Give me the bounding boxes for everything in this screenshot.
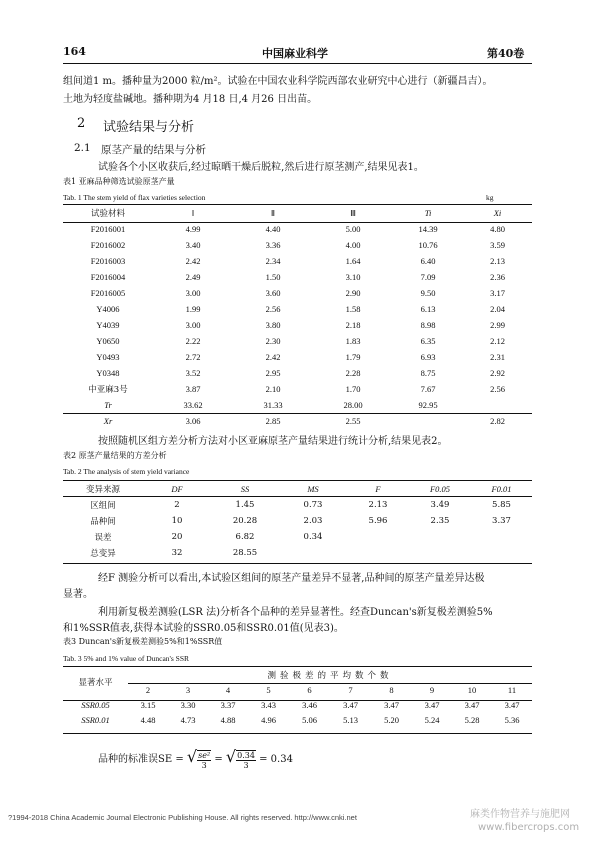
table-cell: 3.30 xyxy=(180,699,196,710)
table-row xyxy=(63,221,532,237)
table3-col: 6 xyxy=(307,684,312,695)
table-cell: 3.47 xyxy=(343,699,358,710)
table-cell: 5.20 xyxy=(384,714,399,725)
sqrt-icon: √ xyxy=(225,747,237,766)
formula-den-1: 3 xyxy=(201,760,207,770)
formula-den-2: 3 xyxy=(243,760,249,770)
table-cell: 5.00 xyxy=(345,224,361,234)
table1-header-rep3: Ⅲ xyxy=(350,207,356,218)
table-cell: 2.04 xyxy=(490,304,505,314)
table-cell: 10.76 xyxy=(418,240,438,250)
table-cell: 2.22 xyxy=(185,336,201,346)
table-row xyxy=(63,365,532,381)
table3-col: 5 xyxy=(266,684,271,695)
table-cell: 0.34 xyxy=(303,532,323,542)
table2-header-df: DF xyxy=(171,484,183,494)
table-cell: 中亚麻3号 xyxy=(88,385,128,395)
table-cell: 3.43 xyxy=(261,699,276,710)
section-number: 2 xyxy=(77,116,86,131)
table-cell: 3.10 xyxy=(345,272,361,282)
table-cell: 3.06 xyxy=(185,416,201,426)
table-cell: 3.80 xyxy=(265,320,281,330)
table-cell: 2.42 xyxy=(185,256,201,266)
table-cell: 3.17 xyxy=(490,288,505,298)
table-cell: 5.13 xyxy=(343,714,358,725)
table1-unit: kg xyxy=(486,193,494,202)
formula-num-2: 0.34 xyxy=(237,750,255,760)
table-cell: Tr xyxy=(104,400,112,410)
table-cell: 2.03 xyxy=(303,516,323,526)
table-cell: 1.45 xyxy=(235,500,255,510)
table-cell: F2016001 xyxy=(90,224,126,234)
table-cell: 2.10 xyxy=(265,384,281,394)
table1-header-rep2: Ⅱ xyxy=(270,207,276,218)
table-cell: 3.59 xyxy=(490,240,505,250)
table-cell: 2.34 xyxy=(265,256,281,266)
table-cell: 2.90 xyxy=(345,288,361,298)
table-cell: 8.98 xyxy=(420,320,436,330)
table-cell: 31.33 xyxy=(263,400,283,410)
para-lsr-line-1: 利用新复极差测验(LSR 法)分析各个品种的差异显著性。经查Duncan's新复极差测验5% xyxy=(98,607,493,618)
table1-header-row xyxy=(63,205,532,221)
table-cell xyxy=(347,529,409,545)
table3-col: 7 xyxy=(348,684,353,695)
formula-prefix: 品种的标准误SE = xyxy=(98,754,184,765)
table-cell: 5.96 xyxy=(368,516,388,526)
table1-header-rep1: Ⅰ xyxy=(191,207,195,218)
table-row xyxy=(63,317,532,333)
table-cell: 3.47 xyxy=(464,699,480,710)
table-cell: 区组间 xyxy=(90,501,116,511)
table3-bottom-rule xyxy=(63,733,532,734)
table-cell: 7.09 xyxy=(420,272,436,282)
table-row xyxy=(63,397,532,413)
table-cell: 3.49 xyxy=(430,500,450,510)
table-cell: 5.36 xyxy=(504,714,520,725)
table-cell: 3.37 xyxy=(220,699,236,710)
table-cell: 1.99 xyxy=(185,304,201,314)
table-row xyxy=(63,333,532,349)
table-cell: SSR0.01 xyxy=(81,714,110,725)
table2-caption-cn: 表2 原茎产量结果的方差分析 xyxy=(63,451,167,460)
table-cell: F2016002 xyxy=(90,240,126,250)
copyright-footer: ?1994-2018 China Academic Journal Electronic Publishing House. All rights reserved. http://www.cnki.net xyxy=(8,813,357,822)
table2-header-f005: F0.05 xyxy=(429,484,451,494)
table-cell: 3.40 xyxy=(185,240,201,250)
para-lsr-line-2: 和1%SSR值表,获得本试验的SSR0.05和SSR0.01值(见表3)。 xyxy=(63,623,344,634)
table-cell: Y4039 xyxy=(96,320,120,330)
table2-caption-en: Tab. 2 The analysis of stem yield variance xyxy=(63,467,190,476)
table-cell: 2.85 xyxy=(265,416,281,426)
table2-header-source: 变异来源 xyxy=(85,485,120,495)
table-cell: 2.30 xyxy=(265,336,281,346)
table-cell: Y0650 xyxy=(96,336,120,346)
table-cell: SSR0.05 xyxy=(81,699,110,710)
table3-col: 4 xyxy=(225,684,231,695)
table3-caption-en: Tab. 3 5% and 1% value of Duncan's SSR xyxy=(63,654,190,663)
table-cell: 3.47 xyxy=(384,699,399,710)
table-cell: 3.47 xyxy=(504,699,520,710)
table-row xyxy=(63,497,532,513)
table3-header-level: 显著水平 xyxy=(78,678,113,688)
table-cell: 1.58 xyxy=(345,304,361,314)
table-cell: 3.00 xyxy=(185,288,201,298)
table-cell: 品种间 xyxy=(90,517,116,527)
para-table2: 按照随机区组方差分析方法对小区亚麻原茎产量结果进行统计分析,结果见表2。 xyxy=(98,436,448,447)
table3-header-row-1 xyxy=(63,667,532,682)
table-cell: 2.36 xyxy=(490,272,505,282)
table-cell: 20 xyxy=(171,532,183,542)
table-cell: 7.67 xyxy=(420,384,436,394)
table-cell: Y4006 xyxy=(96,304,120,314)
table-cell: 6.13 xyxy=(420,304,436,314)
table-cell: 6.40 xyxy=(420,256,436,266)
table1 xyxy=(63,205,532,429)
para-f-test-line-2: 显著。 xyxy=(63,589,93,600)
table-cell: 1.64 xyxy=(345,256,361,266)
table-cell xyxy=(347,545,409,561)
table-cell: 2.13 xyxy=(490,256,505,266)
formula-fraction-1 xyxy=(197,750,211,770)
table-cell: 2.92 xyxy=(490,368,505,378)
intro-line-1: 组间道1 m。播种量为2000 粒/m²。试验在中国农业科学院西部农业研究中心进行（新疆昌吉）。 xyxy=(63,76,493,87)
table-row xyxy=(63,381,532,397)
table-cell xyxy=(409,545,471,561)
table1-header-material: 试验材料 xyxy=(90,209,125,219)
table-cell xyxy=(471,545,532,561)
table-cell: 2.55 xyxy=(345,416,361,426)
formula-result: = 0.34 xyxy=(259,754,293,765)
table-cell xyxy=(409,529,471,545)
standard-error-formula xyxy=(98,742,293,775)
table-cell: 2 xyxy=(174,500,180,510)
volume-label: 第40卷 xyxy=(487,47,525,60)
intro-line-2: 土地为轻度盐碱地。播种期为4 月18 日,4 月26 日出苗。 xyxy=(63,94,318,105)
table-cell: 3.00 xyxy=(185,320,201,330)
table-cell: 4.80 xyxy=(490,224,505,234)
table-cell: 28.00 xyxy=(343,400,363,410)
table2-header-f001: F0.01 xyxy=(491,484,512,494)
table-cell: F2016005 xyxy=(90,288,126,298)
table2 xyxy=(63,481,532,561)
formula-num-1: se² xyxy=(198,750,211,760)
page-number: 164 xyxy=(63,45,86,58)
table2-header-ss: SS xyxy=(240,484,250,494)
table-cell: Y0348 xyxy=(96,368,120,378)
table-cell: F2016003 xyxy=(90,256,126,266)
table-cell: 5.24 xyxy=(424,714,440,725)
table-cell: 5.28 xyxy=(464,714,480,725)
table-cell: 4.40 xyxy=(265,224,281,234)
table-cell: 6.82 xyxy=(235,532,255,542)
table-cell: 6.93 xyxy=(420,352,436,362)
table-cell: 3.15 xyxy=(140,699,156,710)
table-row xyxy=(63,237,532,253)
table-cell: 2.99 xyxy=(490,320,505,330)
table-cell: 3.46 xyxy=(302,699,317,710)
table-cell: 6.35 xyxy=(420,336,436,346)
table-cell: 1.83 xyxy=(345,336,361,346)
equals-sign: = xyxy=(214,754,223,765)
table3-col: 10 xyxy=(467,684,477,695)
table-cell: 32 xyxy=(171,548,183,558)
table-cell xyxy=(393,413,463,429)
table-cell: 3.36 xyxy=(265,240,281,250)
table-cell: 10 xyxy=(171,516,183,526)
header-rule xyxy=(63,63,532,64)
table3-caption-cn: 表3 Duncan's新复极差测验5%和1%SSR值 xyxy=(63,637,223,646)
table-row xyxy=(63,349,532,365)
table-cell: 4.48 xyxy=(140,714,156,725)
table-cell: 4.88 xyxy=(220,714,236,725)
table-cell: 总变异 xyxy=(90,549,116,559)
table-cell: 2.35 xyxy=(430,516,450,526)
table-row xyxy=(63,529,532,545)
table-cell: 0.73 xyxy=(303,500,323,510)
table-row xyxy=(63,712,532,727)
table-cell: 2.95 xyxy=(265,368,281,378)
watermark-cn: 麻类作物营养与施肥网 xyxy=(470,809,570,820)
table3-col: 3 xyxy=(185,684,191,695)
table-cell: 8.75 xyxy=(420,368,436,378)
table-cell: 2.42 xyxy=(265,352,281,362)
table-cell: 4.73 xyxy=(180,714,196,725)
table-cell: 4.99 xyxy=(185,224,201,234)
table3-header-span: 测验极差的平均数个数 xyxy=(267,670,393,681)
table-cell: 2.12 xyxy=(490,336,505,346)
table-row xyxy=(63,269,532,285)
table-row xyxy=(63,697,532,712)
table-cell: 2.28 xyxy=(345,368,361,378)
table-row xyxy=(63,301,532,317)
section-title: 试验结果与分析 xyxy=(103,120,195,135)
table-cell: 2.13 xyxy=(368,500,388,510)
table-cell: 1.79 xyxy=(345,352,361,362)
table-cell: 33.62 xyxy=(183,400,203,410)
table-row xyxy=(63,513,532,529)
table-cell: 1.70 xyxy=(345,384,361,394)
table-cell: 14.39 xyxy=(418,224,438,234)
table-cell: 4.00 xyxy=(345,240,361,250)
table-cell: 2.56 xyxy=(265,304,281,314)
subsection-title: 原茎产量的结果与分析 xyxy=(101,144,206,156)
para-f-test-line-1: 经F 测验分析可以看出,本试验区组间的原茎产量差异不显著,品种间的原茎产量差异达极 xyxy=(98,573,485,584)
table-cell: 3.60 xyxy=(265,288,281,298)
table-cell: 1.50 xyxy=(265,272,281,282)
para-table1: 试验各个小区收获后,经过晾晒干燥后脱粒,然后进行原茎测产,结果见表1。 xyxy=(98,162,424,173)
table-cell: 3.37 xyxy=(492,516,511,526)
table-cell xyxy=(279,545,347,561)
table-cell xyxy=(463,397,532,413)
table1-caption-en: Tab. 1 The stem yield of flax varieties selection xyxy=(63,193,206,202)
table-cell: 3.52 xyxy=(185,368,201,378)
table-row xyxy=(63,413,532,429)
table-cell: F2016004 xyxy=(90,272,126,282)
table1-header-xi: Xi xyxy=(493,208,502,218)
table-cell: Y0493 xyxy=(96,352,120,362)
journal-title: 中国麻业科学 xyxy=(262,47,328,60)
table3-col: 2 xyxy=(145,684,151,695)
table-cell: 误差 xyxy=(94,533,112,543)
table-cell: 2.49 xyxy=(185,272,201,282)
table-row xyxy=(63,545,532,561)
table2-header-f: F xyxy=(375,484,381,494)
table3 xyxy=(63,667,532,727)
table3-col: 11 xyxy=(507,684,517,695)
table-cell: 2.72 xyxy=(185,352,201,362)
table3-col: 8 xyxy=(389,684,394,695)
table2-bottom-rule xyxy=(63,563,532,564)
table-cell: 3.87 xyxy=(185,384,201,394)
subsection-number: 2.1 xyxy=(74,142,91,154)
watermark-url: www.fibercrops.com xyxy=(478,822,580,833)
table-cell: 5.85 xyxy=(492,500,511,510)
table-cell: 92.95 xyxy=(418,400,438,410)
table-cell: 2.31 xyxy=(490,352,505,362)
table2-header-ms: MS xyxy=(307,484,319,494)
table-cell: 3.47 xyxy=(424,699,440,710)
table3-header-row-2 xyxy=(63,682,532,697)
table2-header-row xyxy=(63,481,532,497)
table-cell: Xr xyxy=(103,416,113,426)
formula-fraction-2 xyxy=(236,750,256,770)
table-cell: 5.06 xyxy=(302,714,317,725)
sqrt-icon: √ xyxy=(186,747,198,766)
table-row xyxy=(63,253,532,269)
table-cell: 2.82 xyxy=(490,416,505,426)
table-cell: 4.96 xyxy=(261,714,276,725)
table-cell: 9.50 xyxy=(420,288,436,298)
table-cell: 2.56 xyxy=(490,384,505,394)
table1-caption-cn: 表1 亚麻品种筛选试验原茎产量 xyxy=(63,177,175,186)
table-row xyxy=(63,285,532,301)
table-cell: 28.55 xyxy=(232,548,258,558)
table-cell: 2.18 xyxy=(345,320,361,330)
table-cell xyxy=(471,529,532,545)
table1-header-ti: Ti xyxy=(424,208,432,218)
table-cell: 20.28 xyxy=(232,516,258,526)
table3-col: 9 xyxy=(429,684,435,695)
